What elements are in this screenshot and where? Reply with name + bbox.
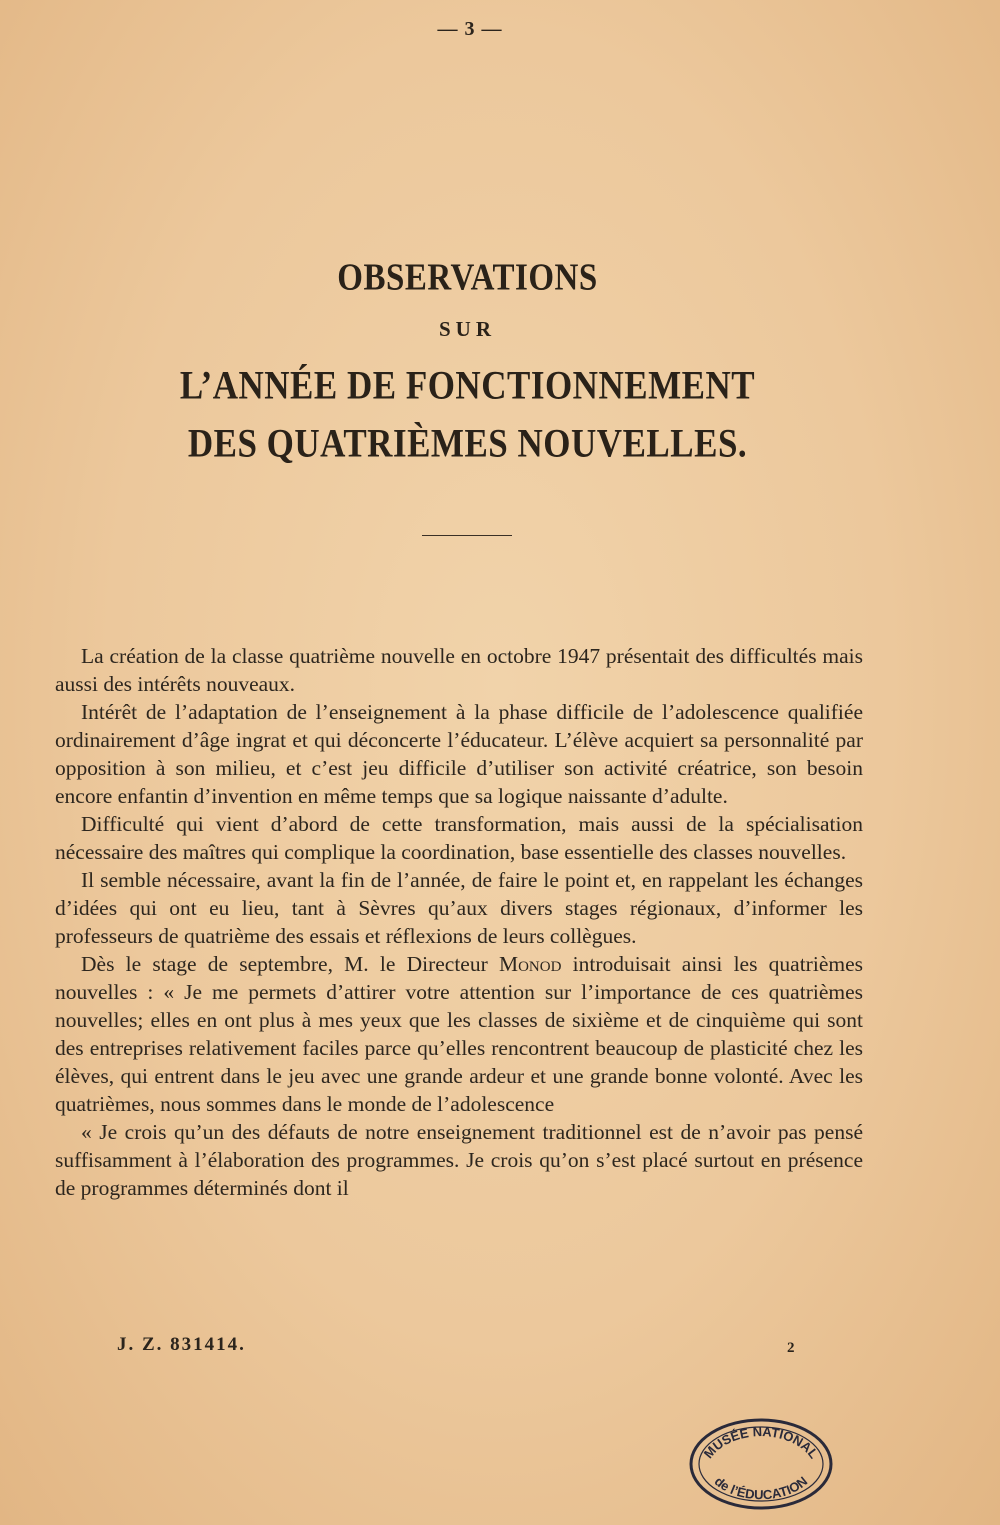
stamp-bottom-text: de l’ÉDUCATION bbox=[711, 1473, 811, 1503]
paragraph: La création de la classe quatrième nouvelle en octobre 1947 présentait des difficultés mais aussi des intérêts nouveaux. bbox=[55, 644, 863, 696]
title-line-observations: OBSERVATIONS bbox=[337, 257, 598, 299]
print-reference: J. Z. 831414. bbox=[117, 1334, 246, 1355]
page-number: — 3 — bbox=[437, 18, 503, 40]
document-title bbox=[0, 258, 935, 466]
signature-mark: 2 bbox=[787, 1340, 795, 1356]
title-divider bbox=[422, 535, 512, 536]
body-text bbox=[55, 642, 863, 1202]
paragraph: Intérêt de l’adaptation de l’enseignement à la phase difficile de l’adolescence qualifiée ordinairement d’âge ingrat et qui déconcerte l’éducateur. L’élève acquiert sa personnalité par opposition à son milieu, et c’est jeu difficile d’utiliser son activité créatrice, son besoin encore enfantin d’invention en même temps que sa logique naissante d’adulte. bbox=[55, 700, 863, 808]
person-name: Monod bbox=[498, 952, 562, 976]
paragraph bbox=[55, 950, 863, 1118]
title-line-sur: SUR bbox=[438, 317, 496, 341]
stamp-top-text: MUSÉE NATIONAL bbox=[700, 1424, 822, 1462]
paragraph-text: introduisait ainsi les quatrièmes nouvelles : « Je me permets d’attirer votre attention sur l’importance de ces quatrièmes nouvelles; elles en ont plus à mes yeux que les classes de sixième et de cinquième qui sont des entreprises relativement faciles parce qu’elles rencontrent beaucoup de plasticité chez les élèves, qui entrent dans le jeu avec une grande ardeur et une grande bonne volonté. Avec les quatrièmes, nous sommes dans le monde de l’adolescence bbox=[55, 952, 863, 1116]
paragraph: Il semble nécessaire, avant la fin de l’année, de faire le point et, en rappelant les échanges d’idées qui ont eu lieu, tant à Sèvres qu’aux divers stages régionaux, d’informer les professeurs de quatrième des essais et réflexions de leurs collègues. bbox=[55, 868, 863, 948]
paragraph-text: Dès le stage de septembre, M. le Directeur bbox=[81, 952, 499, 976]
museum-stamp bbox=[686, 1412, 836, 1512]
title-line-quatriemes: DES QUATRIÈMES NOUVELLES. bbox=[187, 421, 748, 466]
paragraph: Difficulté qui vient d’abord de cette transformation, mais aussi de la spécialisation nécessaire des maîtres qui complique la coordination, base essentielle des classes nouvelles. bbox=[55, 812, 863, 864]
title-line-annee: L’ANNÉE DE FONCTIONNEMENT bbox=[179, 363, 756, 408]
paragraph: « Je crois qu’un des défauts de notre enseignement traditionnel est de n’avoir pas pensé suffisamment à l’élaboration des programmes. Je crois qu’on s’est placé surtout en présence de programmes déterminés dont il bbox=[55, 1120, 863, 1200]
